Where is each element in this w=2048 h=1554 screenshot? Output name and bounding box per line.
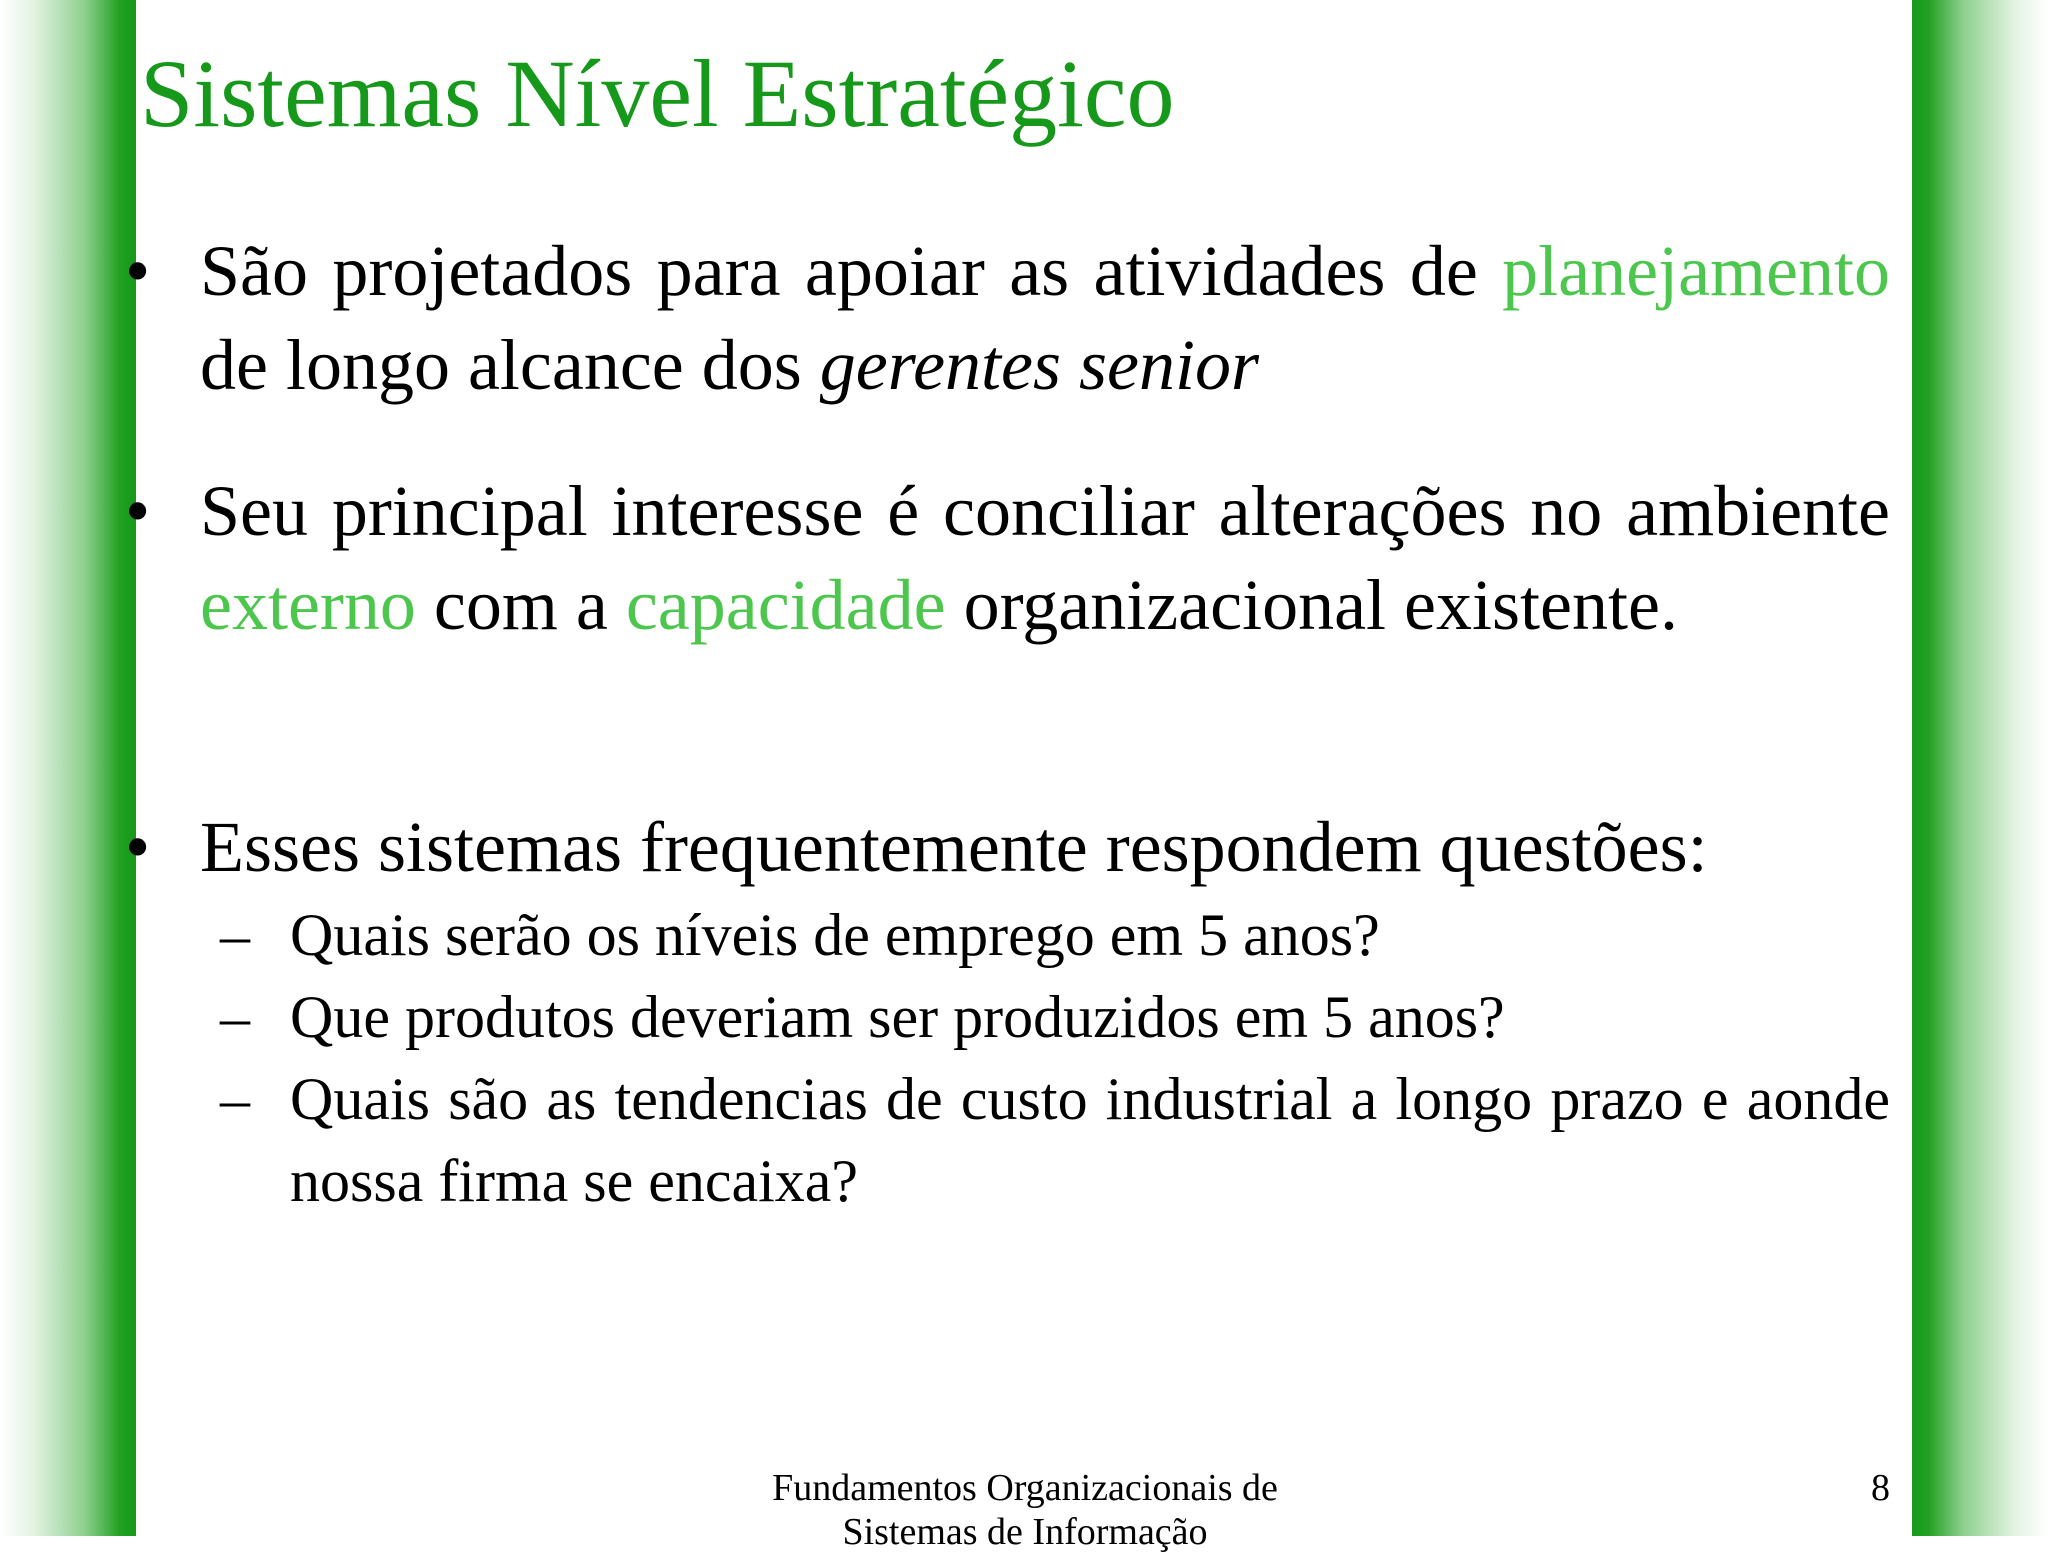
bullet-3: Esses sistemas frequentemente respondem questões: — [200, 807, 1708, 887]
italic-gerentes-senior: gerentes senior — [819, 325, 1260, 405]
bullet-1 — [200, 224, 1890, 412]
sub-item-2-marker: – — [220, 984, 250, 1050]
bullet-1-text-b: de longo alcance dos — [200, 325, 820, 405]
slide-title: Sistemas Nível Estratégico — [140, 40, 1175, 147]
left-gradient-bar — [0, 0, 136, 1536]
sub-item-2: Que produtos deveriam ser produzidos em 5 anos? — [290, 984, 1505, 1050]
bullet-3-marker: • — [125, 807, 151, 887]
bullet-2-text-a: Seu principal interesse é conciliar alterações no ambiente — [200, 471, 1890, 551]
sub-item-1: Quais serão os níveis de emprego em 5 anos? — [290, 902, 1380, 968]
footer-title: Fundamentos Organizacionais de Sistemas de Informação — [772, 1467, 1278, 1553]
bullet-2-marker: • — [125, 471, 151, 551]
bullet-1-marker: • — [125, 231, 151, 311]
bullet-2 — [200, 464, 1890, 652]
highlight-externo: externo — [200, 565, 416, 645]
sub-item-3: Quais são as tendencias de custo industrial a longo prazo e aonde nossa firma se encaixa? — [290, 1066, 1890, 1214]
bullet-2-text-b: com a — [415, 565, 626, 645]
bullet-2-text-c: organizacional existente. — [945, 565, 1678, 645]
bullet-1-text-a: São projetados para apoiar as atividades de — [200, 231, 1503, 311]
highlight-capacidade: capacidade — [625, 565, 946, 645]
right-gradient-bar — [1912, 0, 2048, 1536]
sub-item-1-marker: – — [220, 902, 250, 968]
highlight-planejamento: planejamento — [1502, 231, 1890, 311]
page-number: 8 — [1871, 1467, 1890, 1509]
sub-item-3-marker: – — [220, 1066, 250, 1132]
